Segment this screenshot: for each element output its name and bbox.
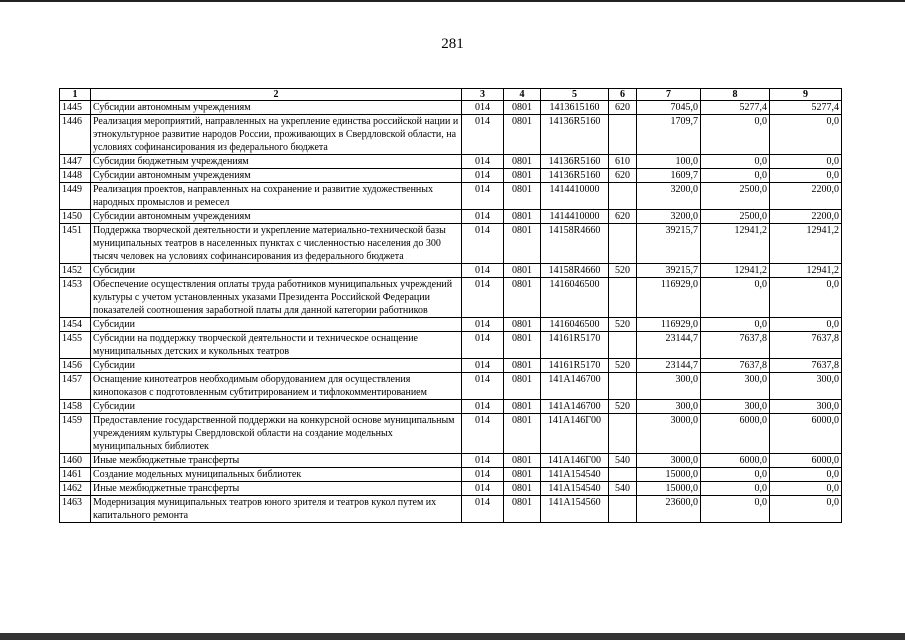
amount-col9-cell: 12941,2 — [770, 264, 842, 278]
expense-type-cell: 610 — [609, 155, 637, 169]
amount-col9-cell: 0,0 — [770, 318, 842, 332]
table-header-row — [60, 89, 842, 101]
amount-col8-cell: 300,0 — [701, 373, 770, 400]
row-number-cell: 1453 — [60, 278, 91, 318]
description-cell: Реализация проектов, направленных на сохранение и развитие художественных народных промыслов и ремесел — [91, 183, 462, 210]
amount-col7-cell: 1609,7 — [637, 169, 701, 183]
section-code-cell: 0801 — [504, 496, 541, 523]
table-row — [60, 183, 842, 210]
target-article-cell: 141A146Г00 — [541, 414, 609, 454]
ministry-code-cell: 014 — [462, 332, 504, 359]
amount-col7-cell: 15000,0 — [637, 468, 701, 482]
description-cell: Модернизация муниципальных театров юного зрителя и театров кукол путем их капитального ремонта — [91, 496, 462, 523]
target-article-cell: 1414410000 — [541, 210, 609, 224]
page-number: 281 — [441, 36, 464, 52]
ministry-code-cell: 014 — [462, 101, 504, 115]
ministry-code-cell: 014 — [462, 373, 504, 400]
amount-col8-cell: 6000,0 — [701, 414, 770, 454]
amount-col8-cell: 0,0 — [701, 155, 770, 169]
amount-col7-cell: 116929,0 — [637, 278, 701, 318]
table-row — [60, 101, 842, 115]
description-cell: Иные межбюджетные трансферты — [91, 482, 462, 496]
amount-col8-cell: 2500,0 — [701, 210, 770, 224]
row-number-cell: 1452 — [60, 264, 91, 278]
description-cell: Оснащение кинотеатров необходимым оборудованием для осуществления кинопоказов с подготовленным субтитрированием и тифлокомментированием — [91, 373, 462, 400]
amount-col8-cell: 5277,4 — [701, 101, 770, 115]
row-number-cell: 1456 — [60, 359, 91, 373]
section-code-cell: 0801 — [504, 359, 541, 373]
amount-col8-cell: 12941,2 — [701, 224, 770, 264]
amount-col9-cell: 0,0 — [770, 482, 842, 496]
description-cell: Субсидии автономным учреждениям — [91, 210, 462, 224]
row-number-cell: 1448 — [60, 169, 91, 183]
amount-col7-cell: 23144,7 — [637, 359, 701, 373]
amount-col7-cell: 1709,7 — [637, 115, 701, 155]
table-row — [60, 210, 842, 224]
amount-col7-cell: 3200,0 — [637, 210, 701, 224]
table-row — [60, 332, 842, 359]
amount-col7-cell: 7045,0 — [637, 101, 701, 115]
amount-col7-cell: 100,0 — [637, 155, 701, 169]
amount-col9-cell: 0,0 — [770, 115, 842, 155]
description-cell: Создание модельных муниципальных библиотек — [91, 468, 462, 482]
header-cell: 8 — [701, 89, 770, 101]
header-cell: 5 — [541, 89, 609, 101]
target-article-cell: 141A146700 — [541, 373, 609, 400]
page-top-edge — [0, 0, 905, 2]
description-cell: Субсидии — [91, 318, 462, 332]
description-cell: Субсидии — [91, 400, 462, 414]
description-cell: Субсидии бюджетным учреждениям — [91, 155, 462, 169]
amount-col7-cell: 3200,0 — [637, 183, 701, 210]
amount-col8-cell: 0,0 — [701, 115, 770, 155]
ministry-code-cell: 014 — [462, 400, 504, 414]
expense-type-cell: 520 — [609, 318, 637, 332]
target-article-cell: 14158R4660 — [541, 224, 609, 264]
amount-col9-cell: 6000,0 — [770, 414, 842, 454]
expense-type-cell — [609, 373, 637, 400]
expense-type-cell — [609, 468, 637, 482]
section-code-cell: 0801 — [504, 400, 541, 414]
ministry-code-cell: 014 — [462, 169, 504, 183]
section-code-cell: 0801 — [504, 264, 541, 278]
table-row — [60, 169, 842, 183]
page-bottom-edge — [0, 633, 905, 640]
table-row — [60, 482, 842, 496]
budget-table — [59, 88, 842, 523]
target-article-cell: 141A146700 — [541, 400, 609, 414]
expense-type-cell — [609, 414, 637, 454]
target-article-cell: 141A146Г00 — [541, 454, 609, 468]
row-number-cell: 1460 — [60, 454, 91, 468]
section-code-cell: 0801 — [504, 115, 541, 155]
amount-col9-cell: 0,0 — [770, 169, 842, 183]
row-number-cell: 1455 — [60, 332, 91, 359]
amount-col9-cell: 0,0 — [770, 496, 842, 523]
header-cell: 9 — [770, 89, 842, 101]
target-article-cell: 14161R5170 — [541, 332, 609, 359]
target-article-cell: 1416046500 — [541, 318, 609, 332]
section-code-cell: 0801 — [504, 183, 541, 210]
amount-col9-cell: 300,0 — [770, 400, 842, 414]
section-code-cell: 0801 — [504, 210, 541, 224]
table-row — [60, 359, 842, 373]
description-cell: Субсидии — [91, 359, 462, 373]
section-code-cell: 0801 — [504, 224, 541, 264]
table-row — [60, 115, 842, 155]
amount-col8-cell: 0,0 — [701, 278, 770, 318]
ministry-code-cell: 014 — [462, 210, 504, 224]
target-article-cell: 1414410000 — [541, 183, 609, 210]
row-number-cell: 1458 — [60, 400, 91, 414]
amount-col9-cell: 7637,8 — [770, 359, 842, 373]
expense-type-cell — [609, 115, 637, 155]
table-row — [60, 373, 842, 400]
row-number-cell: 1446 — [60, 115, 91, 155]
header-cell: 6 — [609, 89, 637, 101]
description-cell: Реализация мероприятий, направленных на укрепление единства российской нации и этнокультурное развитие народов России, проживающих в Свердловской области, на условиях софинансирования из федерального бюджета — [91, 115, 462, 155]
row-number-cell: 1462 — [60, 482, 91, 496]
ministry-code-cell: 014 — [462, 264, 504, 278]
header-cell: 1 — [60, 89, 91, 101]
ministry-code-cell: 014 — [462, 318, 504, 332]
ministry-code-cell: 014 — [462, 496, 504, 523]
amount-col8-cell: 0,0 — [701, 482, 770, 496]
amount-col8-cell: 7637,8 — [701, 359, 770, 373]
amount-col7-cell: 15000,0 — [637, 482, 701, 496]
description-cell: Субсидии — [91, 264, 462, 278]
row-number-cell: 1445 — [60, 101, 91, 115]
table-row — [60, 468, 842, 482]
expense-type-cell — [609, 224, 637, 264]
expense-type-cell: 520 — [609, 400, 637, 414]
ministry-code-cell: 014 — [462, 482, 504, 496]
amount-col9-cell: 7637,8 — [770, 332, 842, 359]
ministry-code-cell: 014 — [462, 224, 504, 264]
target-article-cell: 1413615160 — [541, 101, 609, 115]
row-number-cell: 1447 — [60, 155, 91, 169]
amount-col9-cell: 6000,0 — [770, 454, 842, 468]
amount-col7-cell: 3000,0 — [637, 454, 701, 468]
row-number-cell: 1449 — [60, 183, 91, 210]
amount-col7-cell: 300,0 — [637, 400, 701, 414]
table-row — [60, 224, 842, 264]
amount-col8-cell: 300,0 — [701, 400, 770, 414]
description-cell: Иные межбюджетные трансферты — [91, 454, 462, 468]
section-code-cell: 0801 — [504, 318, 541, 332]
amount-col9-cell: 12941,2 — [770, 224, 842, 264]
amount-col7-cell: 23600,0 — [637, 496, 701, 523]
ministry-code-cell: 014 — [462, 414, 504, 454]
amount-col8-cell: 0,0 — [701, 318, 770, 332]
ministry-code-cell: 014 — [462, 454, 504, 468]
ministry-code-cell: 014 — [462, 155, 504, 169]
row-number-cell: 1463 — [60, 496, 91, 523]
table-row — [60, 155, 842, 169]
amount-col8-cell: 12941,2 — [701, 264, 770, 278]
amount-col9-cell: 2200,0 — [770, 183, 842, 210]
section-code-cell: 0801 — [504, 468, 541, 482]
table-row — [60, 400, 842, 414]
description-cell: Предоставление государственной поддержки на конкурсной основе муниципальным учреждениям культуры Свердловской области на создание модельных муниципальных библиотек — [91, 414, 462, 454]
section-code-cell: 0801 — [504, 373, 541, 400]
section-code-cell: 0801 — [504, 332, 541, 359]
description-cell: Обеспечение осуществления оплаты труда работников муниципальных учреждений культуры с учетом установленных указами Президента Российской Федерации показателей соотношения заработной платы для данной категории работников — [91, 278, 462, 318]
description-cell: Поддержка творческой деятельности и укрепление материально-технической базы муниципальных театров в населенных пунктах с численностью населения до 300 тысяч человек на условиях софинансирования из федерального бюджета — [91, 224, 462, 264]
expense-type-cell — [609, 278, 637, 318]
amount-col7-cell: 39215,7 — [637, 224, 701, 264]
ministry-code-cell: 014 — [462, 468, 504, 482]
amount-col9-cell: 2200,0 — [770, 210, 842, 224]
header-cell: 3 — [462, 89, 504, 101]
amount-col9-cell: 0,0 — [770, 278, 842, 318]
expense-type-cell — [609, 183, 637, 210]
row-number-cell: 1451 — [60, 224, 91, 264]
target-article-cell: 14136R5160 — [541, 155, 609, 169]
expense-type-cell: 620 — [609, 210, 637, 224]
row-number-cell: 1454 — [60, 318, 91, 332]
ministry-code-cell: 014 — [462, 183, 504, 210]
expense-type-cell — [609, 496, 637, 523]
amount-col8-cell: 2500,0 — [701, 183, 770, 210]
amount-col9-cell: 300,0 — [770, 373, 842, 400]
amount-col8-cell: 0,0 — [701, 496, 770, 523]
description-cell: Субсидии автономным учреждениям — [91, 101, 462, 115]
amount-col7-cell: 3000,0 — [637, 414, 701, 454]
amount-col9-cell: 0,0 — [770, 468, 842, 482]
amount-col7-cell: 23144,7 — [637, 332, 701, 359]
expense-type-cell: 520 — [609, 264, 637, 278]
ministry-code-cell: 014 — [462, 278, 504, 318]
table-row — [60, 414, 842, 454]
amount-col7-cell: 39215,7 — [637, 264, 701, 278]
expense-type-cell: 620 — [609, 169, 637, 183]
expense-type-cell: 540 — [609, 454, 637, 468]
expense-type-cell: 620 — [609, 101, 637, 115]
section-code-cell: 0801 — [504, 101, 541, 115]
table-body — [60, 101, 842, 523]
header-cell: 7 — [637, 89, 701, 101]
section-code-cell: 0801 — [504, 155, 541, 169]
ministry-code-cell: 014 — [462, 359, 504, 373]
amount-col7-cell: 300,0 — [637, 373, 701, 400]
target-article-cell: 141A154540 — [541, 482, 609, 496]
table-row — [60, 278, 842, 318]
section-code-cell: 0801 — [504, 414, 541, 454]
table-row — [60, 318, 842, 332]
target-article-cell: 14136R5160 — [541, 115, 609, 155]
row-number-cell: 1461 — [60, 468, 91, 482]
amount-col7-cell: 116929,0 — [637, 318, 701, 332]
section-code-cell: 0801 — [504, 454, 541, 468]
header-cell: 4 — [504, 89, 541, 101]
section-code-cell: 0801 — [504, 278, 541, 318]
expense-type-cell: 540 — [609, 482, 637, 496]
table-row — [60, 496, 842, 523]
section-code-cell: 0801 — [504, 169, 541, 183]
expense-type-cell — [609, 332, 637, 359]
table-row — [60, 454, 842, 468]
row-number-cell: 1450 — [60, 210, 91, 224]
header-cell: 2 — [91, 89, 462, 101]
ministry-code-cell: 014 — [462, 115, 504, 155]
amount-col8-cell: 7637,8 — [701, 332, 770, 359]
description-cell: Субсидии автономным учреждениям — [91, 169, 462, 183]
expense-type-cell: 520 — [609, 359, 637, 373]
amount-col9-cell: 0,0 — [770, 155, 842, 169]
amount-col8-cell: 0,0 — [701, 169, 770, 183]
row-number-cell: 1459 — [60, 414, 91, 454]
target-article-cell: 14161R5170 — [541, 359, 609, 373]
target-article-cell: 141A154540 — [541, 468, 609, 482]
target-article-cell: 141A154560 — [541, 496, 609, 523]
table-row — [60, 264, 842, 278]
description-cell: Субсидии на поддержку творческой деятельности и техническое оснащение муниципальных детских и кукольных театров — [91, 332, 462, 359]
section-code-cell: 0801 — [504, 482, 541, 496]
target-article-cell: 14158R4660 — [541, 264, 609, 278]
target-article-cell: 14136R5160 — [541, 169, 609, 183]
amount-col8-cell: 0,0 — [701, 468, 770, 482]
amount-col9-cell: 5277,4 — [770, 101, 842, 115]
row-number-cell: 1457 — [60, 373, 91, 400]
target-article-cell: 1416046500 — [541, 278, 609, 318]
amount-col8-cell: 6000,0 — [701, 454, 770, 468]
